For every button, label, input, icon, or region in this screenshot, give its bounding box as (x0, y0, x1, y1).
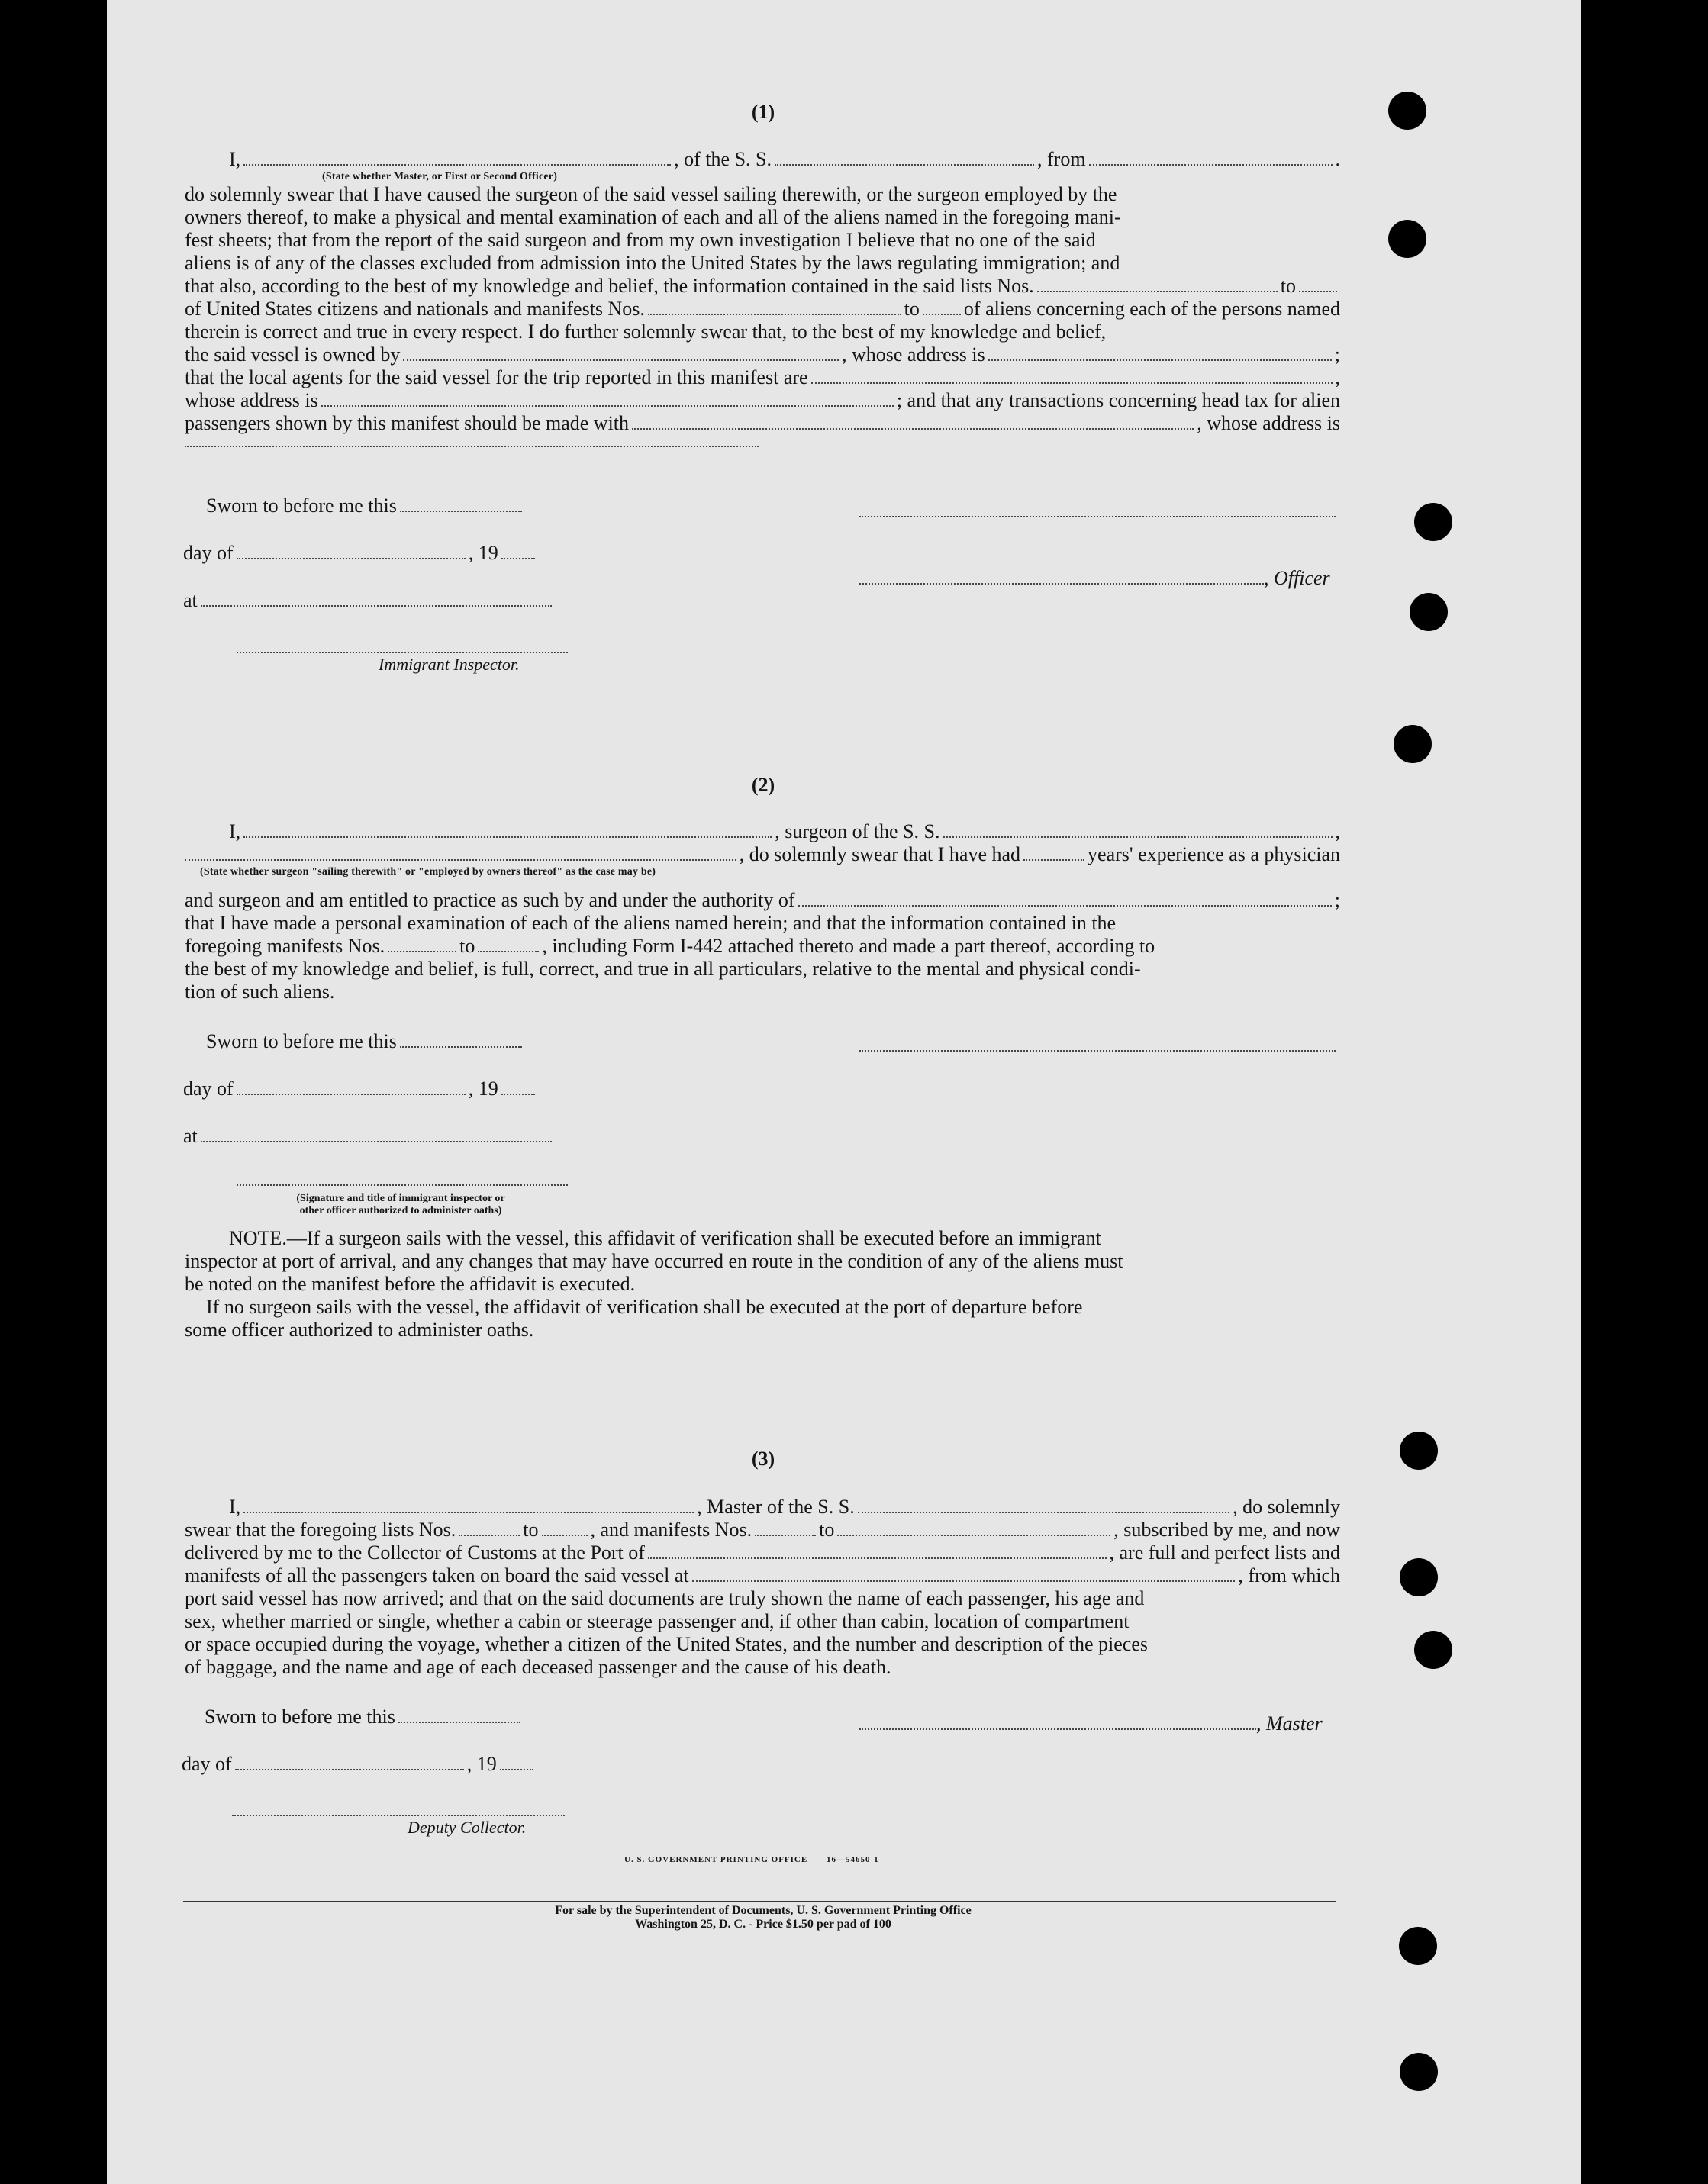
master-line (859, 1712, 1340, 1735)
text: whose address is (185, 389, 318, 411)
text: fest sheets; that from the report of the said surgeon and from my own investigation I believe that no one of the said (185, 229, 1096, 251)
signature-instruction (229, 1193, 572, 1217)
day-line (183, 542, 538, 565)
place-field[interactable] (201, 594, 552, 607)
text: foregoing manifests Nos. (185, 935, 385, 957)
text: the said vessel is owned by (185, 343, 401, 366)
text: at (183, 1125, 198, 1147)
text: other officer authorized to administer oaths) (299, 1205, 502, 1216)
text: NOTE.—If a surgeon sails with the vessel, this affidavit of verification shall be executed before an immigrant (229, 1227, 1101, 1249)
punch-hole (1414, 1631, 1452, 1669)
sworn-line (206, 1030, 525, 1053)
officer-signature-field[interactable] (859, 572, 1264, 585)
punch-hole (1394, 725, 1432, 763)
list-from-field[interactable] (1037, 280, 1278, 292)
text: to (523, 1519, 539, 1541)
text: aliens is of any of the classes excluded from admission into the United States by the laws regulating immigration; and (185, 252, 1120, 274)
text: do solemnly swear that I have caused the surgeon of the said vessel sailing therewith, or the surgeon employed by the (185, 183, 1117, 205)
day-line (182, 1753, 537, 1776)
head-tax-address-field[interactable] (185, 435, 759, 447)
text: , and manifests Nos. (590, 1519, 752, 1541)
text: day of (182, 1753, 232, 1775)
list-to-field[interactable] (542, 1524, 588, 1536)
section-2-oath (185, 820, 1340, 1003)
surgeon-name-field[interactable] (243, 826, 772, 838)
text: I, (229, 148, 241, 170)
surgeon-signature-line[interactable] (859, 1050, 1336, 1052)
vessel-name-field[interactable] (858, 1501, 1229, 1513)
text: , from which (1238, 1564, 1340, 1586)
text: , including Form I-442 attached thereto and made a part thereof, according to (542, 935, 1155, 957)
punch-hole (1400, 1432, 1438, 1470)
form-number: 16—54650-1 (827, 1855, 879, 1864)
text: swear that the foregoing lists Nos. (185, 1519, 456, 1541)
text: , (1335, 366, 1340, 388)
years-experience-field[interactable] (1023, 849, 1084, 861)
section-3-oath (185, 1496, 1340, 1679)
year-field[interactable] (500, 1758, 533, 1770)
master-caption: , Master (1256, 1712, 1323, 1735)
text: , of the S. S. (674, 148, 772, 170)
local-agents-field[interactable] (811, 372, 1333, 384)
list-to-field[interactable] (1299, 280, 1337, 292)
text: , whose address is (842, 343, 985, 366)
text: delivered by me to the Collector of Customs at the Port of (185, 1541, 645, 1564)
agents-address-field[interactable] (321, 395, 894, 407)
text: passengers shown by this manifest should be made with (185, 412, 630, 434)
text: of aliens concerning each of the persons named (963, 298, 1340, 320)
at-line (183, 589, 555, 612)
inspector-signature-line[interactable] (237, 652, 568, 653)
officer-caption: , Officer (1264, 567, 1330, 589)
text: that the local agents for the said vessel for the trip reported in this manifest are (185, 366, 808, 388)
text: Washington 25, D. C. - Price $1.50 per pad of 100 (635, 1918, 891, 1931)
sworn-line (205, 1706, 524, 1728)
gpo-imprint: U. S. GOVERNMENT PRINTING OFFICE (624, 1855, 808, 1864)
manifest-to-field[interactable] (923, 303, 961, 315)
owner-address-field[interactable] (988, 349, 1332, 361)
manifest-to-field[interactable] (478, 940, 539, 952)
verification-note (185, 1227, 1340, 1342)
text: of baggage, and the name and age of each deceased passenger and the cause of his death. (185, 1656, 891, 1678)
text: at (183, 589, 198, 611)
text: For sale by the Superintendent of Documents, U. S. Government Printing Office (555, 1904, 972, 1917)
punch-hole (1414, 503, 1452, 541)
text: years' experience as a physician (1088, 843, 1340, 865)
text: to (819, 1519, 835, 1541)
text: ; (1334, 889, 1340, 911)
footer-rule (183, 1901, 1336, 1902)
section-1-number: (1) (751, 101, 775, 123)
text: of United States citizens and nationals and manifests Nos. (185, 298, 645, 320)
text: the best of my knowledge and belief, is full, correct, and true in all particulars, relative to the mental and physical condi- (185, 958, 1141, 980)
text: If no surgeon sails with the vessel, the affidavit of verification shall be executed at the port of departure before (206, 1296, 1083, 1318)
text: be noted on the manifest before the affidavit is executed. (185, 1273, 636, 1295)
surgeon-status-field[interactable] (185, 849, 736, 861)
master-signature-field[interactable] (859, 1718, 1256, 1730)
officer-line (859, 567, 1340, 590)
text: Sworn to before me this (206, 494, 397, 517)
place-field[interactable] (201, 1130, 552, 1142)
text: , do solemnly (1233, 1496, 1340, 1518)
sworn-date-field[interactable] (398, 1711, 520, 1723)
text: sex, whether married or single, whether a cabin or steerage passenger and, if other than cabin, location of compartment (185, 1610, 1130, 1632)
text: owners thereof, to make a physical and mental examination of each and all of the aliens named in the foregoing mani- (185, 206, 1121, 228)
status-instruction: (State whether surgeon "sailing therewith" or "employed by owners thereof" as the case may be) (200, 866, 656, 878)
punch-hole (1400, 1558, 1438, 1596)
year-field[interactable] (501, 547, 535, 559)
text: Sworn to before me this (206, 1030, 397, 1052)
text: manifests of all the passengers taken on board the said vessel at (185, 1564, 689, 1586)
text: to (459, 935, 475, 957)
at-line (183, 1125, 555, 1148)
text: day of (183, 542, 234, 564)
text: I, (229, 820, 241, 842)
port-field[interactable] (648, 1547, 1107, 1559)
collector-caption: Deputy Collector. (408, 1818, 527, 1837)
day-field[interactable] (237, 547, 466, 559)
text: that also, according to the best of my knowledge and belief, the information contained in the said lists Nos. (185, 275, 1034, 297)
year-field[interactable] (501, 1083, 535, 1095)
day-line (183, 1078, 538, 1100)
text: or space occupied during the voyage, whether a citizen of the United States, and the number and description of the pieces (185, 1633, 1149, 1655)
manifest-from-field[interactable] (648, 303, 901, 315)
inspector-signature-line[interactable] (237, 1184, 568, 1186)
collector-signature-line[interactable] (232, 1815, 565, 1816)
text: , from (1037, 148, 1086, 170)
section-2-number: (2) (751, 774, 775, 796)
text: to (904, 298, 920, 320)
text: , subscribed by me, and now (1113, 1519, 1340, 1541)
text: , (1335, 820, 1340, 842)
inspector-caption: Immigrant Inspector. (379, 655, 520, 674)
vessel-owner-field[interactable] (403, 349, 839, 361)
day-field[interactable] (235, 1758, 464, 1770)
section-1-oath (185, 148, 1340, 458)
text: , Master of the S. S. (697, 1496, 855, 1518)
text: ; (1334, 343, 1340, 366)
text: therein is correct and true in every respect. I do further solemnly swear that, to the best of my knowledge and belief, (185, 321, 1107, 343)
rank-instruction: (State whether Master, or First or Second Officer) (322, 171, 558, 182)
manifest-from-field[interactable] (755, 1524, 816, 1536)
text: , are full and perfect lists and (1109, 1541, 1340, 1564)
text: tion of such aliens. (185, 981, 335, 1003)
sale-notice (382, 1904, 1145, 1931)
text: , do solemnly swear that I have had (739, 843, 1021, 865)
text: ; and that any transactions concerning head tax for alien (896, 389, 1340, 411)
text: (Signature and title of immigrant inspector or (296, 1193, 505, 1204)
text: that I have made a personal examination of each of the aliens named herein; and that the information contained in the (185, 912, 1117, 934)
manifest-to-field[interactable] (837, 1524, 1110, 1536)
punch-hole (1399, 1927, 1437, 1965)
text: . (1335, 148, 1340, 170)
text: , 19 (468, 1078, 498, 1100)
officer-blank-line[interactable] (859, 516, 1336, 517)
text: port said vessel has now arrived; and that on the said documents are truly shown the name of each passenger, his age and (185, 1587, 1145, 1609)
punch-hole (1400, 2053, 1438, 2091)
embarkation-port-field[interactable] (692, 1570, 1236, 1582)
text: inspector at port of arrival, and any changes that may have occurred en route in the condition of any of the aliens must (185, 1250, 1123, 1272)
sworn-date-field[interactable] (400, 500, 522, 512)
manifest-from-field[interactable] (388, 940, 456, 952)
punch-hole (1388, 220, 1426, 258)
sworn-line (206, 494, 525, 517)
punch-hole (1388, 92, 1426, 130)
text: some officer authorized to administer oaths. (185, 1319, 534, 1341)
section-3-number: (3) (751, 1448, 775, 1470)
master-name-field[interactable] (243, 1501, 694, 1513)
vessel-name-field[interactable] (943, 826, 1333, 838)
text: Sworn to before me this (205, 1706, 395, 1728)
sworn-date-field[interactable] (400, 1036, 522, 1048)
list-from-field[interactable] (459, 1524, 520, 1536)
punch-hole (1410, 593, 1448, 631)
text: day of (183, 1078, 234, 1100)
text: , 19 (466, 1753, 497, 1775)
officer-rank-field[interactable] (243, 153, 671, 166)
licensing-authority-field[interactable] (798, 894, 1332, 907)
departure-port-field[interactable] (1089, 153, 1333, 166)
text: , surgeon of the S. S. (775, 820, 940, 842)
text: , 19 (468, 542, 498, 564)
day-field[interactable] (237, 1083, 466, 1095)
text: , whose address is (1197, 412, 1340, 434)
text: to (1280, 275, 1296, 297)
text: and surgeon and am entitled to practice as such by and under the authority of (185, 889, 795, 911)
head-tax-contact-field[interactable] (632, 417, 1194, 430)
text: I, (229, 1496, 241, 1518)
vessel-name-field[interactable] (775, 153, 1034, 166)
